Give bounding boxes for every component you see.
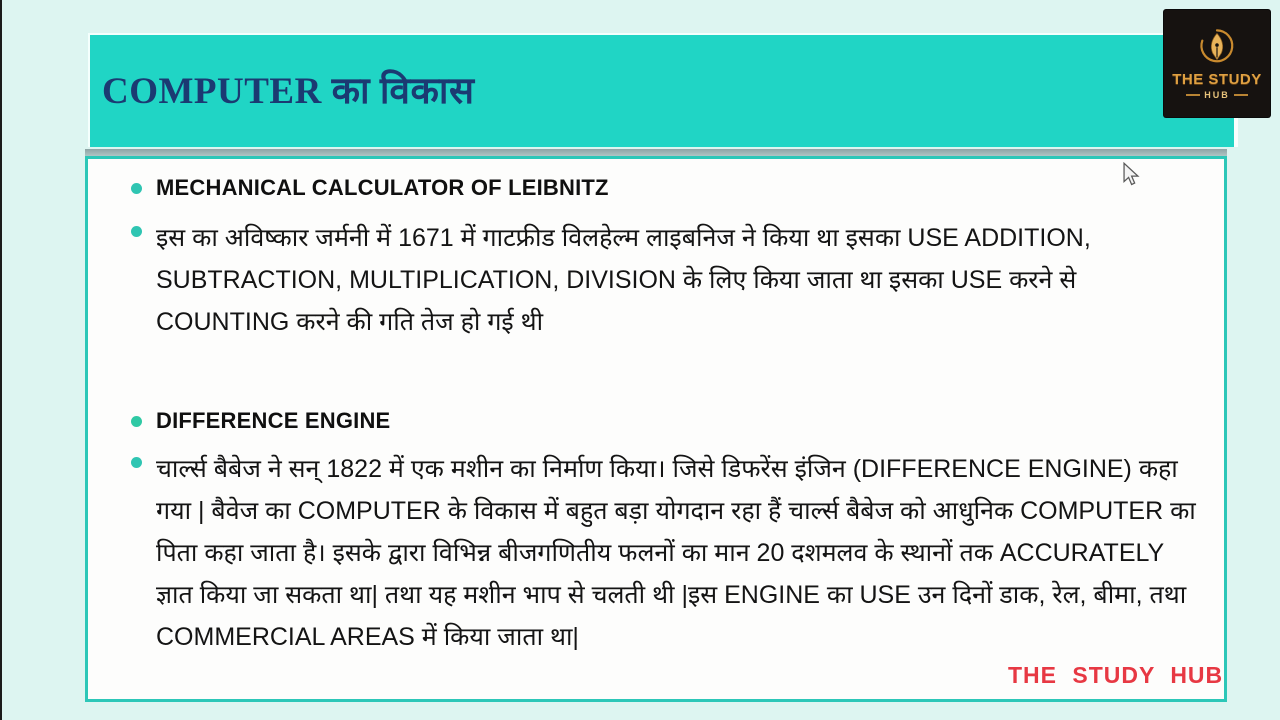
title-shadow: [85, 149, 1227, 156]
bullet-heading: DIFFERENCE ENGINE: [156, 408, 391, 433]
pen-nib-icon: [1195, 27, 1239, 69]
bullet-dot-icon: [131, 183, 142, 194]
bullet-paragraph: इस का अविष्कार जर्मनी में 1671 में गाटफ्रीड विलहेल्म लाइबनिज ने किया था इसका USE ADDITION, SUBTRACTION, MULTIPLICATION, DIVISION के लिए किया जाता था इसका USE करने से COUNTING करने की गति तेज हो गई थी: [156, 224, 1091, 336]
dash-icon: [1234, 94, 1248, 96]
dash-icon: [1186, 94, 1200, 96]
bullet-paragraph: चार्ल्स बैबेज ने सन् 1822 में एक मशीन का निर्माण किया। जिसे डिफरेंस इंजिन (DIFFERENCE ENGINE) कहा गया | बैवेज का COMPUTER के विकास में बहुत बड़ा योगदान रहा हैं चार्ल्स बैबेज को आधुनिक COMPUTER का पिता कहा जाता है। इसके द्वारा विभिन्न बीजगणितीय फलनों का मान 20 दशमलव के स्थानों तक ACCURATELY ज्ञात किया जा सकता था| तथा यह मशीन भाप से चलती थी |इस ENGINE का USE उन दिनों डाक, रेल, बीमा, तथा COMMERCIAL AREAS में किया जाता था|: [156, 455, 1196, 651]
bullet-dot-icon: [131, 416, 142, 427]
content-panel: [85, 156, 1227, 702]
bullet-dot-icon: [131, 226, 142, 237]
bullet-item-leibnitz-paragraph: [104, 217, 1202, 343]
logo-sub-row: [1186, 90, 1248, 100]
bullet-heading: MECHANICAL CALCULATOR OF LEIBNITZ: [156, 175, 609, 200]
title-banner: [88, 33, 1238, 147]
bullet-dot-icon: [131, 457, 142, 468]
logo-name: THE STUDY: [1172, 71, 1262, 88]
bullet-item-leibnitz-heading: [104, 174, 1202, 202]
logo-sub: HUB: [1204, 90, 1230, 100]
left-edge-line: [0, 0, 2, 720]
bullet-item-difference-heading: [104, 407, 1202, 435]
mouse-cursor-icon: [1122, 162, 1140, 186]
channel-logo: [1164, 10, 1270, 117]
watermark: THE STUDY HUB: [1008, 662, 1224, 688]
bullet-item-difference-paragraph: [104, 448, 1202, 658]
page-title: COMPUTER का विकास: [102, 70, 475, 112]
